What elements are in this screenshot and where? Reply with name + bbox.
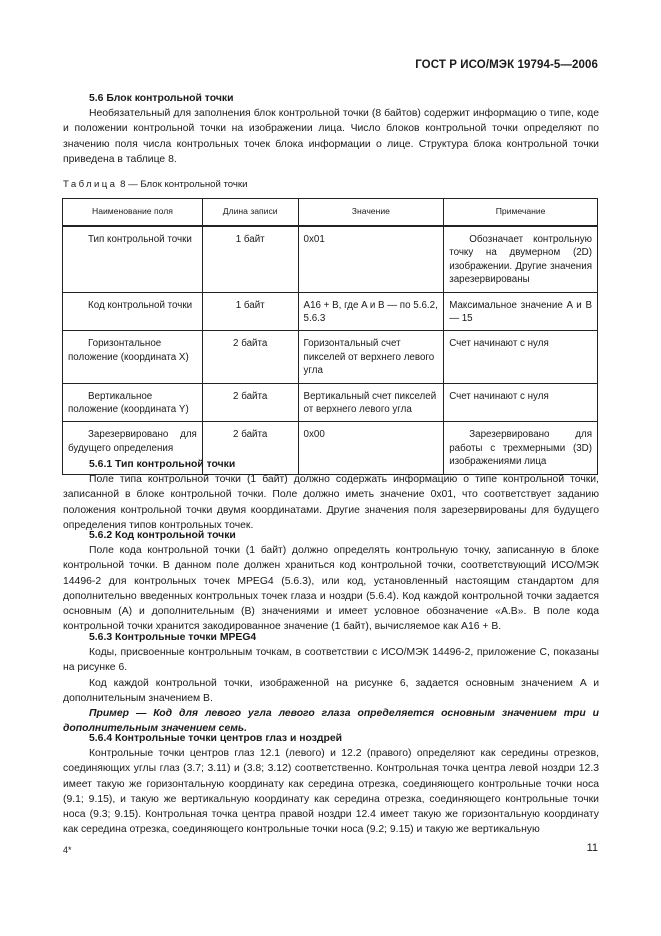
- example-note: Пример — Код для левого угла левого глаза определяется основным значением три и дополнительным значением семь.: [63, 708, 599, 735]
- table-cell: Зарезервировано для будущего определения: [63, 422, 203, 474]
- section-paragraph: Коды, присвоенные контрольным точкам, в соответствии с ИСО/МЭК 14496-2, приложение С, показаны на рисунке 6.: [63, 647, 599, 674]
- table-cell: Тип контрольной точки: [63, 226, 203, 292]
- table-cell: 0x00: [298, 422, 444, 474]
- table-cell: 2 байта: [202, 331, 298, 383]
- section-title: 5.6.4 Контрольные точки центров глаз и ноздрей: [89, 733, 342, 744]
- table-caption: [63, 179, 247, 190]
- section-5-6: [63, 91, 599, 167]
- table-cell: 2 байта: [202, 383, 298, 422]
- table-cell: Вертикальный счет пикселей от верхнего левого угла: [298, 383, 444, 422]
- table-cell: Счет начинают с нуля: [444, 331, 598, 383]
- table-cell: 1 байт: [202, 292, 298, 331]
- standard-header: ГОСТ Р ИСО/МЭК 19794-5—2006: [415, 59, 598, 71]
- section-paragraph: Поле типа контрольной точки (1 байт) должно содержать информацию о типе контрольной точки, записанной в блоке контрольной точки. Поле должно иметь значение 0x01, что соответствует заданию положения контрольной точки двумя координатами. Другие значения поля зарезервированы для будущего определения типов контрольных точек.: [63, 474, 599, 531]
- table-cell: 2 байта: [202, 422, 298, 474]
- table-cell: 0x01: [298, 226, 444, 292]
- table-cell: Горизонтальный счет пикселей от верхнего левого угла: [298, 331, 444, 383]
- section-paragraph: Контрольные точки центров глаз 12.1 (левого) и 12.2 (правого) определяют как середины отрезков, соединяющих углы глаз (3.7; 3.11) и (3.8; 3.12) соответственно. Контрольная точка центра левой ноздри 12.3 имеет такую же горизонтальную координату как середина отрезка, соединяющего контрольные точки носа (9.1; 9.15), и такую же вертикальную координату как середина отрезка, соединяющего контрольные точки носа (9.3; 9.15). Контрольная точка центра правой ноздри 12.4 имеет такую же горизонтальную координату как середина отрезка, соединяющего контрольные точки носа (9.2; 9.15) и такую же вертикальную: [63, 748, 599, 836]
- table-header-row: [63, 199, 598, 227]
- section-5-6-3: [63, 630, 599, 736]
- section-5-6-1: [63, 457, 599, 533]
- table-caption-word: Таблица: [63, 179, 118, 190]
- table-cell: A16 + B, где A и B — по 5.6.2, 5.6.3: [298, 292, 444, 331]
- section-5-6-4: [63, 731, 599, 837]
- column-header: Примечание: [444, 199, 598, 227]
- column-header: Значение: [298, 199, 444, 227]
- table-cell: Обозначает контрольную точку на двумерном (2D) изображении. Другие значения зарезервированы: [444, 226, 598, 292]
- table-cell: Код контрольной точки: [63, 292, 203, 331]
- table-cell: Горизонтальное положение (координата X): [63, 331, 203, 383]
- section-title: 5.6.1 Тип контрольной точки: [89, 459, 236, 470]
- section-title: 5.6.2 Код контрольной точки: [89, 530, 236, 541]
- section-paragraph: Необязательный для заполнения блок контрольной точки (8 байтов) содержит информацию о типе, коде и положении контрольной точки на изображении лица. Число блоков контрольной точки определяют по значению поля числа контрольных точек блока информации о лице. Структура блока контрольной точки приведена в таблице 8.: [63, 108, 599, 165]
- control-point-table: [62, 198, 598, 475]
- table-row: [63, 226, 598, 292]
- table-row: [63, 331, 598, 383]
- section-5-6-2: [63, 528, 599, 634]
- table-row: [63, 383, 598, 422]
- section-paragraph: Поле кода контрольной точки (1 байт) должно определять контрольную точку, записанную в блоке контрольной точки. В данном поле должен храниться код контрольной точки, соответствующий ИСО/МЭК 14496-2 для контрольных точек MPEG4 (5.6.3), или код, установленный настоящим стандартом для дополнительно введенных контрольных точек глаза и ноздри (5.6.4). Код каждой контрольной точки задается основным (A) и дополнительным (B) значениями и имеет условное обозначение «A.B». В поле кода контрольной точки хранится закодированное значение (1 байт), вычисляемое как A16 + B.: [63, 545, 599, 633]
- page-number: 11: [586, 842, 598, 854]
- table-cell: Вертикальное положение (координата Y): [63, 383, 203, 422]
- section-title: 5.6.3 Контрольные точки MPEG4: [89, 632, 257, 643]
- column-header: Длина записи: [202, 199, 298, 227]
- print-mark: 4*: [63, 845, 72, 855]
- column-header: Наименование поля: [63, 199, 203, 227]
- section-paragraph: Код каждой контрольной точки, изображенной на рисунке 6, задается основным значением A и дополнительным значением B.: [63, 677, 599, 704]
- section-title: 5.6 Блок контрольной точки: [89, 93, 234, 104]
- table-cell: 1 байт: [202, 226, 298, 292]
- table-cell: Счет начинают с нуля: [444, 383, 598, 422]
- table-cell: Максимальное значение A и B — 15: [444, 292, 598, 331]
- table-caption-text: 8 — Блок контрольной точки: [120, 179, 248, 190]
- table-row: [63, 292, 598, 331]
- table-cell: Зарезервировано для работы с трехмерными (3D) изображениями лица: [444, 422, 598, 474]
